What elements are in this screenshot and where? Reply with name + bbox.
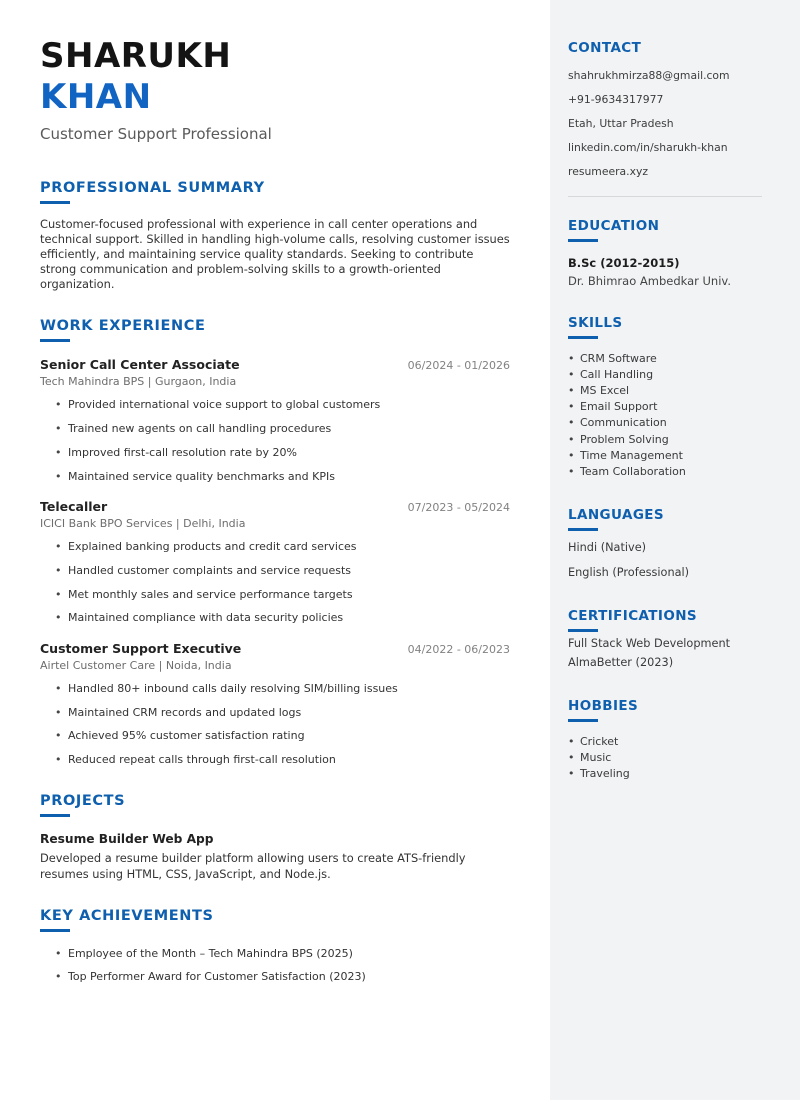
section-work-experience	[40, 318, 510, 767]
job-company: Airtel Customer Care | Noida, India	[40, 658, 232, 672]
section-skills	[568, 315, 762, 480]
skills-heading: SKILLS	[568, 314, 623, 331]
contact-heading: CONTACT	[568, 40, 642, 56]
skill-item: • Team Collaboration	[568, 464, 762, 480]
heading-underline	[40, 929, 70, 932]
hobby-item: • Music	[568, 750, 762, 766]
job-bullet: • Maintained CRM records and updated logs	[55, 706, 510, 720]
certification-issuer: AlmaBetter (2023)	[568, 656, 674, 670]
education-school: Dr. Bhimrao Ambedkar Univ.	[568, 273, 731, 288]
section-education	[568, 218, 762, 288]
job-header	[40, 499, 510, 514]
hobby-item: • Traveling	[568, 766, 762, 782]
name-last: KHAN	[40, 76, 152, 117]
job-bullet-list	[40, 682, 510, 768]
job-bullet: • Achieved 95% customer satisfaction rating	[55, 729, 510, 743]
job-bullet: • Reduced repeat calls through first-call resolution	[55, 753, 510, 767]
heading-underline	[568, 528, 598, 531]
education-heading: EDUCATION	[568, 217, 660, 234]
contact-website: resumeera.xyz	[568, 164, 649, 178]
heading-underline	[568, 629, 598, 632]
skill-item: • Call Handling	[568, 367, 762, 383]
languages-heading: LANGUAGES	[568, 507, 665, 524]
job-bullet-list	[40, 540, 510, 626]
heading-underline	[568, 336, 598, 339]
work-heading: WORK EXPERIENCE	[40, 318, 206, 335]
section-certifications	[568, 608, 762, 671]
certification-name: Full Stack Web Development	[568, 637, 731, 651]
job-dates: 06/2024 - 01/2026	[407, 359, 510, 373]
job-company: ICICI Bank BPO Services | Delhi, India	[40, 517, 246, 531]
job-title: Telecaller	[40, 499, 108, 515]
hobbies-heading: HOBBIES	[568, 697, 639, 714]
skill-item: • Problem Solving	[568, 432, 762, 448]
skills-list	[568, 351, 762, 480]
language-item: English (Professional)	[568, 566, 690, 580]
job-entry	[40, 357, 510, 484]
projects-heading: PROJECTS	[40, 793, 126, 810]
job-bullet: • Maintained service quality benchmarks and KPIs	[55, 470, 510, 484]
section-key-achievements	[40, 908, 510, 983]
heading-underline	[40, 201, 70, 204]
section-languages	[568, 507, 762, 581]
job-bullet-list	[40, 398, 510, 484]
contact-linkedin: linkedin.com/in/sharukh-khan	[568, 140, 728, 154]
job-entry	[40, 641, 510, 768]
summary-text: Customer-focused professional with experience in call center operations and technical support. Skilled in handling high-volume calls, resolving customer issues efficiently, and maintaining service quality standards. Seeking to contribute strong communication and problem-solving skills to a growth-oriented organization.	[40, 216, 510, 292]
job-bullet: • Handled customer complaints and service requests	[55, 564, 510, 578]
summary-heading: PROFESSIONAL SUMMARY	[40, 179, 265, 196]
skill-item: • Time Management	[568, 448, 762, 464]
section-projects	[40, 793, 510, 881]
skill-item: • Email Support	[568, 399, 762, 415]
job-bullet: • Handled 80+ inbound calls daily resolving SIM/billing issues	[55, 682, 510, 696]
sidebar-divider	[568, 196, 762, 197]
name-block	[40, 36, 510, 143]
job-entry	[40, 499, 510, 626]
section-hobbies	[568, 698, 762, 782]
job-header	[40, 357, 510, 372]
hobby-item: • Cricket	[568, 734, 762, 750]
job-bullet: • Trained new agents on call handling procedures	[55, 422, 510, 436]
sidebar	[550, 0, 800, 1100]
heading-underline	[568, 239, 598, 242]
hobbies-list	[568, 734, 762, 782]
job-title: Senior Call Center Associate	[40, 357, 240, 373]
achievement-item: • Top Performer Award for Customer Satisfaction (2023)	[55, 970, 510, 983]
heading-underline	[568, 719, 598, 722]
project-description: Developed a resume builder platform allowing users to create ATS-friendly resumes using HTML, CSS, JavaScript, and Node.js.	[40, 851, 466, 881]
section-contact	[568, 40, 762, 180]
job-bullet: • Improved first-call resolution rate by 20%	[55, 446, 510, 460]
job-dates: 07/2023 - 05/2024	[407, 501, 510, 515]
achievements-heading: KEY ACHIEVEMENTS	[40, 907, 214, 924]
job-dates: 04/2022 - 06/2023	[407, 642, 510, 656]
section-professional-summary	[40, 180, 510, 293]
name-first: SHARUKH	[40, 36, 232, 76]
job-bullet: • Met monthly sales and service performance targets	[55, 588, 510, 602]
skill-item: • Communication	[568, 415, 762, 431]
education-degree: B.Sc (2012-2015)	[568, 255, 680, 270]
heading-underline	[40, 339, 70, 342]
contact-location: Etah, Uttar Pradesh	[568, 116, 674, 130]
job-company: Tech Mahindra BPS | Gurgaon, India	[40, 375, 237, 389]
job-bullet: • Provided international voice support to global customers	[55, 398, 510, 412]
heading-underline	[40, 814, 70, 817]
professional-title: Customer Support Professional	[40, 124, 272, 143]
job-bullet: • Explained banking products and credit card services	[55, 540, 510, 554]
contact-email: shahrukhmirza88@gmail.com	[568, 69, 730, 82]
job-bullet: • Maintained compliance with data security policies	[55, 611, 510, 625]
job-title: Customer Support Executive	[40, 640, 242, 656]
project-name: Resume Builder Web App	[40, 832, 214, 847]
language-item: Hindi (Native)	[568, 541, 647, 555]
contact-phone: +91-9634317977	[568, 92, 664, 106]
achievement-list	[40, 947, 510, 983]
job-header	[40, 641, 510, 656]
skill-item: • MS Excel	[568, 383, 762, 399]
skill-item: • CRM Software	[568, 351, 762, 367]
certifications-heading: CERTIFICATIONS	[568, 608, 698, 625]
achievement-item: • Employee of the Month – Tech Mahindra BPS (2025)	[55, 947, 510, 960]
